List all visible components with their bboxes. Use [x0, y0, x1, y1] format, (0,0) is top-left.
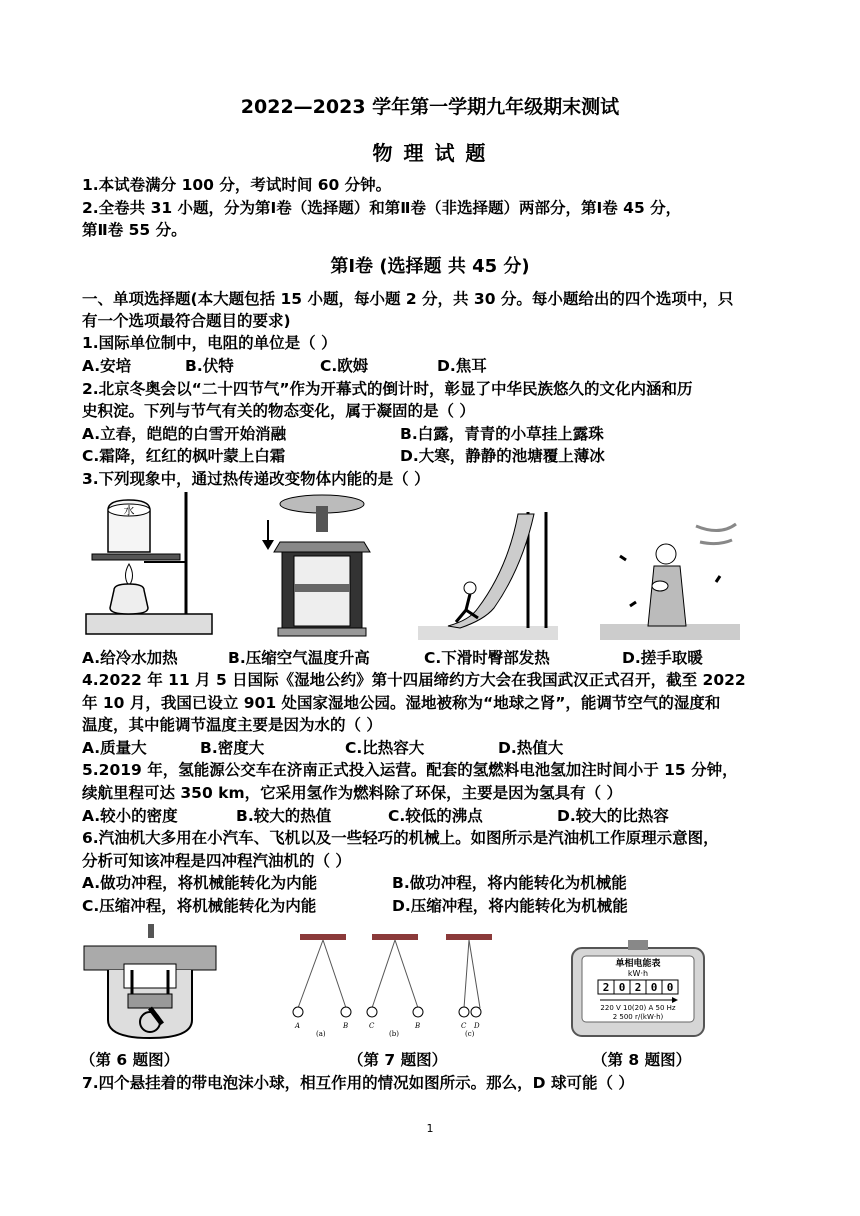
- section-title: 第Ⅰ卷 (选择题 共 45 分): [330, 256, 530, 277]
- subfig-b-label: (b): [389, 1030, 399, 1038]
- q4-option-c: C.比热容大: [345, 739, 425, 757]
- ball-label-c-2: C: [461, 1022, 467, 1030]
- meter-spec-voltage: 220 V 10(20) A 50 Hz: [600, 1004, 676, 1012]
- beaker-water-label: 水: [123, 504, 135, 517]
- slide-figure: [418, 508, 558, 640]
- meter-digit-3: 2: [634, 981, 642, 994]
- q3-option-b: B.压缩空气温度升高: [228, 649, 370, 667]
- q4-stem-3: 温度，其中能调节温度主要是因为水的（ ）: [82, 716, 382, 734]
- q2-stem-2: 史积淀。下列与节气有关的物态变化，属于凝固的是（ ）: [82, 402, 475, 420]
- q3-option-a: A.给冷水加热: [82, 649, 178, 667]
- meter-digit-2: 0: [618, 981, 626, 994]
- q6-stem-2: 分析可知该冲程是四冲程汽油机的（ ）: [82, 852, 351, 870]
- meter-digit-5: 0: [666, 981, 674, 994]
- engine-diagram-figure: [80, 924, 220, 1042]
- ball-label-a: A: [295, 1022, 301, 1030]
- q3-option-d: D.搓手取暖: [622, 649, 703, 667]
- note-1: 1.本试卷满分 100 分，考试时间 60 分钟。: [82, 176, 392, 194]
- figure6-caption: （第 6 题图）: [80, 1051, 180, 1069]
- meter-spec-rate: 2 500 r/(kW·h): [612, 1013, 664, 1021]
- ball-label-d: D: [474, 1022, 480, 1030]
- charged-balls-figure: [290, 932, 502, 1042]
- q4-option-d: D.热值大: [498, 739, 564, 757]
- q1-option-d: D.焦耳: [437, 357, 487, 375]
- section-instruction-1: 一、单项选择题(本大题包括 15 小题，每小题 2 分，共 30 分。每小题给出的四个选项中，只: [82, 290, 734, 308]
- note-2: 2.全卷共 31 小题，分为第Ⅰ卷（选择题）和第Ⅱ卷（非选择题）两部分，第Ⅰ卷 45 分，: [82, 199, 682, 217]
- exam-subtitle: 物 理 试 题: [372, 141, 488, 165]
- q7-stem: 7.四个悬挂着的带电泡沫小球，相互作用的情况如图所示。那么，D 球可能（ ）: [82, 1074, 634, 1092]
- q5-option-a: A.较小的密度: [82, 807, 178, 825]
- subfig-c-label: (c): [465, 1030, 475, 1038]
- electricity-meter-figure: [568, 940, 708, 1040]
- q1-option-a: A.安培: [82, 357, 132, 375]
- q6-option-c: C.压缩冲程，将机械能转化为内能: [82, 897, 317, 915]
- q1-option-b: B.伏特: [185, 357, 234, 375]
- meter-digit-4: 0: [650, 981, 658, 994]
- q2-stem-1: 2.北京冬奥会以“二十四节气”作为开幕式的倒计时，彰显了中华民族悠久的文化内涵和历: [82, 380, 693, 398]
- exam-title: 2022—2023 学年第一学期九年级期末测试: [240, 96, 620, 118]
- q1-stem: 1.国际单位制中，电阻的单位是（ ）: [82, 334, 337, 352]
- q6-option-b: B.做功冲程，将内能转化为机械能: [392, 874, 627, 892]
- figure8-caption: （第 8 题图）: [592, 1051, 692, 1069]
- ball-label-b: B: [343, 1022, 349, 1030]
- q5-option-c: C.较低的沸点: [388, 807, 483, 825]
- ball-label-c: C: [369, 1022, 375, 1030]
- q4-option-b: B.密度大: [200, 739, 265, 757]
- q4-stem-1: 4.2022 年 11 月 5 日国际《湿地公约》第十四届缔约方大会在我国武汉正式召开，截至 2022: [82, 671, 746, 689]
- q6-option-d: D.压缩冲程，将内能转化为机械能: [392, 897, 628, 915]
- meter-digit-1: 2: [602, 981, 610, 994]
- q5-option-d: D.较大的比热容: [557, 807, 669, 825]
- q2-option-a: A.立春，皑皑的白雪开始消融: [82, 425, 287, 443]
- q5-stem-2: 续航里程可达 350 km，它采用氢作为燃料除了环保，主要是因为氢具有（ ）: [82, 784, 623, 802]
- q5-stem-1: 5.2019 年，氢能源公交车在济南正式投入运营。配套的氢燃料电池氢加注时间小于 15 分钟，: [82, 761, 738, 779]
- q2-option-c: C.霜降，红红的枫叶蒙上白霜: [82, 447, 286, 465]
- q3-option-c: C.下滑时臀部发热: [424, 649, 550, 667]
- page-number: 1: [426, 1122, 434, 1135]
- note-3: 第Ⅱ卷 55 分。: [82, 221, 187, 239]
- heating-water-figure: [84, 490, 219, 640]
- meter-unit: kW·h: [627, 969, 649, 978]
- subfig-a-label: (a): [316, 1030, 326, 1038]
- q6-stem-1: 6.汽油机大多用在小汽车、飞机以及一些轻巧的机械上。如图所示是汽油机工作原理示意图，: [82, 829, 719, 847]
- q2-option-b: B.白露，青青的小草挂上露珠: [400, 425, 604, 443]
- rubbing-hands-figure: [600, 516, 740, 640]
- meter-title: 单相电能表: [615, 959, 661, 969]
- q2-option-d: D.大寒，静静的池塘覆上薄冰: [400, 447, 605, 465]
- q4-stem-2: 年 10 月，我国已设立 901 处国家湿地公园。湿地被称为“地球之肾”，能调节空气的湿度和: [82, 694, 721, 712]
- figure7-caption: （第 7 题图）: [348, 1051, 448, 1069]
- ball-label-b-2: B: [415, 1022, 421, 1030]
- q6-option-a: A.做功冲程，将机械能转化为内能: [82, 874, 318, 892]
- q1-option-c: C.欧姆: [320, 357, 369, 375]
- q4-option-a: A.质量大: [82, 739, 147, 757]
- q3-stem: 3.下列现象中，通过热传递改变物体内能的是（ ）: [82, 470, 430, 488]
- q5-option-b: B.较大的热值: [236, 807, 332, 825]
- compressing-air-figure: [250, 492, 380, 640]
- section-instruction-2: 有一个选项最符合题目的要求): [82, 312, 291, 330]
